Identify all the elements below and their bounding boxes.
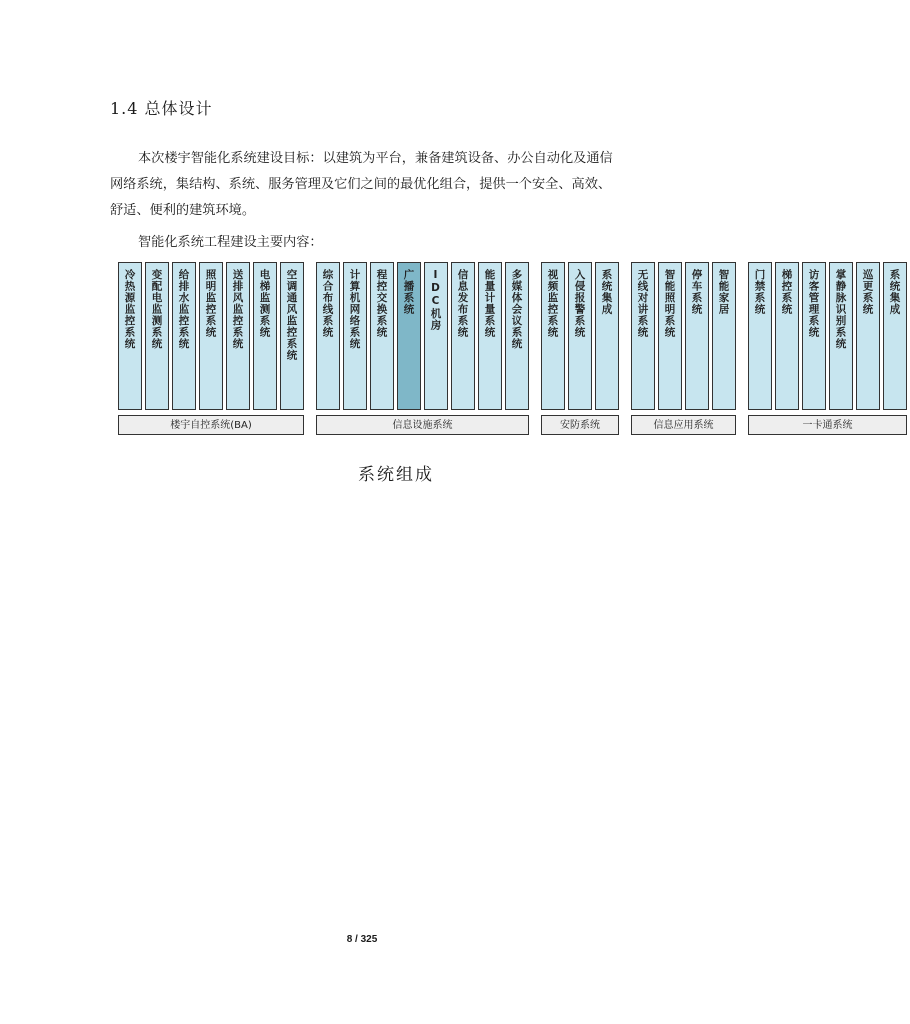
group-items (748, 262, 910, 412)
system-box: 送排风监控系统 (226, 262, 250, 410)
system-box: 冷热源监控系统 (118, 262, 142, 410)
system-box: 电梯监测系统 (253, 262, 277, 410)
system-box: 能量计量系统 (478, 262, 502, 410)
system-box: 智能照明系统 (658, 262, 682, 410)
paragraph-goals: 本次楼宇智能化系统建设目标：以建筑为平台，兼备建筑设备、办公自动化及通信网络系统，集结构、系统、服务管理及它们之间的最优化组合，提供一个安全、高效、舒适、便利的建筑环境。 (110, 151, 613, 218)
system-diagram (118, 262, 901, 442)
group-label: 一卡通系统 (748, 415, 907, 435)
group-items (541, 262, 622, 412)
paragraph-contents: 智能化系统工程建设主要内容： (138, 235, 323, 250)
system-box: 掌静脉识别系统 (829, 262, 853, 410)
system-box: 门禁系统 (748, 262, 772, 410)
section-heading: 1.4 总体设计 (110, 99, 213, 118)
system-box: 视频监控系统 (541, 262, 565, 410)
system-box: IDC机房 (424, 262, 448, 410)
group-items (316, 262, 532, 412)
system-box: 计算机网络系统 (343, 262, 367, 410)
group-items (631, 262, 739, 412)
system-box: 变配电监测系统 (145, 262, 169, 410)
system-box: 梯控系统 (775, 262, 799, 410)
system-box: 系统集成 (595, 262, 619, 410)
system-box: 停车系统 (685, 262, 709, 410)
system-box: 给排水监控系统 (172, 262, 196, 410)
system-box: 访客管理系统 (802, 262, 826, 410)
system-box: 入侵报警系统 (568, 262, 592, 410)
page-number: 8 / 325 (346, 934, 378, 945)
group-label: 信息设施系统 (316, 415, 529, 435)
system-box: 广播系统 (397, 262, 421, 410)
system-box: 综合布线系统 (316, 262, 340, 410)
system-box: 信息发布系统 (451, 262, 475, 410)
diagram-caption: 系统组成 (358, 465, 434, 485)
group-label: 信息应用系统 (631, 415, 736, 435)
system-box: 多媒体会议系统 (505, 262, 529, 410)
group-label: 安防系统 (541, 415, 619, 435)
group-label: 楼宇自控系统(BA) (118, 415, 304, 435)
system-box: 程控交换系统 (370, 262, 394, 410)
system-box: 照明监控系统 (199, 262, 223, 410)
system-box: 巡更系统 (856, 262, 880, 410)
system-box: 系统集成 (883, 262, 907, 410)
system-box: 智能家居 (712, 262, 736, 410)
group-items (118, 262, 307, 412)
system-box: 空调通风监控系统 (280, 262, 304, 410)
system-box: 无线对讲系统 (631, 262, 655, 410)
